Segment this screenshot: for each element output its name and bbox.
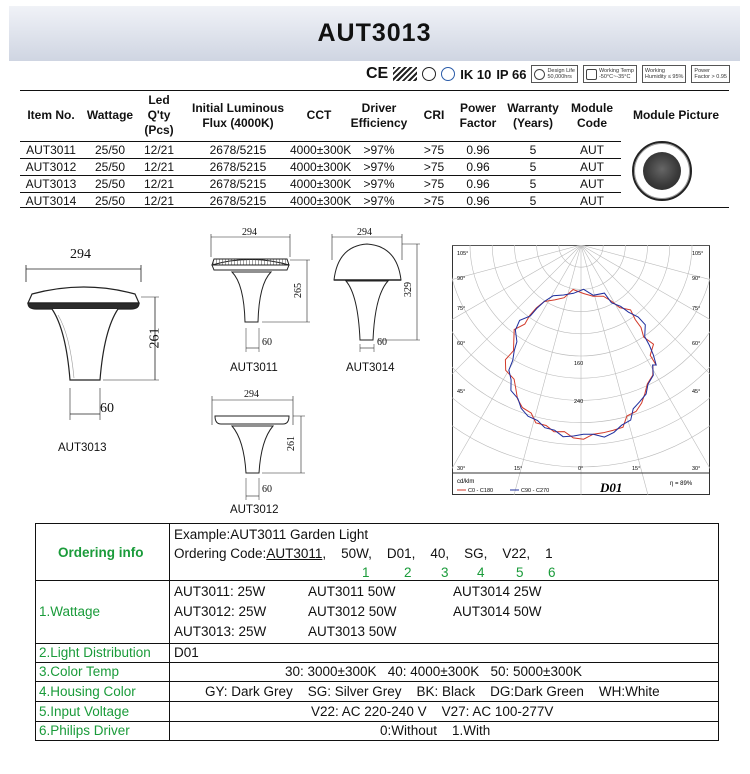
philips-driver-value: 0:Without 1.With (380, 723, 491, 738)
ce-mark: CE (366, 65, 389, 82)
header-warranty: Warranty (Years) (507, 100, 559, 130)
wattage-value: AUT3013 50W (308, 624, 397, 639)
polar-angle-label: 30° (692, 466, 701, 472)
aut3011-base-dim: 60 (262, 337, 272, 348)
spec-cell-driver-efficiency: >97% (363, 177, 395, 191)
section-input-voltage-label: 5.Input Voltage (39, 704, 130, 719)
polar-angle-label: 60° (692, 341, 701, 347)
ik-rating: IK 10 (460, 66, 492, 82)
code-index-2: 2 (404, 565, 412, 580)
clock-icon (534, 69, 545, 80)
legend-red-label: C0 - C180 (468, 488, 494, 494)
main-lamp-drawing (26, 265, 159, 420)
aut3014-width-dim: 294 (357, 227, 372, 238)
main-base-dim: 60 (100, 401, 114, 416)
thermometer-icon (586, 69, 597, 80)
page-title: AUT3013 (317, 19, 432, 47)
order-rule (35, 643, 719, 644)
order-rule (35, 580, 719, 581)
spec-cell-led-qty: 12/21 (143, 194, 175, 208)
code-index-4: 4 (477, 565, 485, 580)
title-bar (9, 6, 740, 61)
polar-angle-label: 60° (457, 341, 466, 347)
wattage-value: AUT3011: 25W (174, 584, 266, 599)
design-life-badge: Design Life 50,000hrs (531, 65, 578, 83)
spec-cell-wattage: 25/50 (94, 177, 126, 191)
tuv-icon (441, 67, 455, 81)
table-rule (20, 90, 729, 91)
certification-row (366, 64, 730, 84)
working-temp-badge: Working Temp -50°C~-35°C (583, 65, 637, 83)
main-height-dim: 261 (147, 327, 163, 349)
legend-blue-label: C90 - C270 (521, 488, 550, 494)
aut3012-label: AUT3012 (230, 504, 279, 516)
aut3011-height-dim: 265 (293, 283, 304, 298)
header-cct: CCT (306, 108, 332, 122)
header-cri: CRI (423, 108, 445, 122)
polar-angle-label: 45° (457, 389, 466, 395)
polar-angle-label: 90° (692, 276, 701, 282)
wattage-value: AUT3014 25W (453, 584, 542, 599)
order-rule (35, 701, 719, 702)
spec-cell-wattage: 25/50 (94, 143, 126, 157)
order-rule (35, 740, 719, 741)
spec-cell-cct: 4000±300K (290, 160, 352, 174)
spec-cell-luminous-flux: 2678/5215 (209, 143, 267, 157)
header-module-picture: Module Picture (632, 108, 719, 122)
spec-cell-module-code: AUT (580, 143, 604, 157)
ip-rating: IP 66 (496, 66, 527, 82)
aut3012-base-dim: 60 (262, 484, 272, 495)
spec-cell-driver-efficiency: >97% (363, 143, 395, 157)
spec-cell-cct: 4000±300K (290, 194, 352, 208)
polar-angle-label: 0° (578, 466, 584, 472)
polar-light-distribution-chart (452, 245, 710, 495)
spec-cell-cct: 4000±300K (290, 143, 352, 157)
wattage-value: AUT3013: 25W (174, 624, 267, 639)
wattage-value: AUT3011 50W (308, 584, 396, 599)
polar-angle-label: 105° (457, 251, 469, 257)
spec-cell-wattage: 25/50 (94, 160, 126, 174)
wattage-value: AUT3012: 25W (174, 604, 267, 619)
humidity-badge: Working Humidity ≤ 95% (642, 65, 686, 83)
led-module-image (643, 152, 681, 190)
polar-angle-label: 75° (457, 306, 466, 312)
polar-angle-label: 45° (692, 389, 701, 395)
spec-cell-driver-efficiency: >97% (363, 160, 395, 174)
spec-cell-power-factor: 0.96 (466, 194, 490, 208)
spec-cell-module-code: AUT (580, 177, 604, 191)
ordering-info-title: Ordering info (58, 545, 144, 560)
header-item-no: Item No. (27, 108, 75, 122)
spec-cell-warranty: 5 (529, 160, 537, 174)
section-wattage-label: 1.Wattage (39, 604, 101, 619)
spec-cell-item-no: AUT3012 (25, 160, 77, 174)
spec-cell-power-factor: 0.96 (466, 143, 490, 157)
order-rule (35, 523, 719, 524)
spec-cell-cri: >75 (423, 194, 445, 208)
header-driver-efficiency: Driver Efficiency (350, 100, 408, 130)
aut3014-base-dim: 60 (377, 337, 387, 348)
code-index-6: 6 (548, 565, 556, 580)
section-light-distribution-label: 2.Light Distribution (39, 645, 151, 660)
main-model-label: AUT3013 (58, 442, 107, 454)
spec-cell-item-no: AUT3014 (25, 194, 77, 208)
header-luminous-flux: Initial Luminous Flux (4000K) (192, 100, 284, 130)
ordering-code: Ordering Code:AUT3011, 50W, D01, 40, SG, V22, 1 (174, 546, 553, 561)
order-rule (35, 662, 719, 663)
ordering-table (35, 523, 719, 741)
spec-cell-led-qty: 12/21 (143, 160, 175, 174)
spec-cell-cri: >75 (423, 177, 445, 191)
polar-angle-label: 75° (692, 306, 701, 312)
spec-table (20, 90, 729, 208)
order-rule (35, 681, 719, 682)
aut3011-label: AUT3011 (230, 362, 278, 374)
spec-cell-wattage: 25/50 (94, 194, 126, 208)
spec-cell-cct: 4000±300K (290, 177, 352, 191)
spec-cell-luminous-flux: 2678/5215 (209, 194, 267, 208)
spec-cell-led-qty: 12/21 (143, 143, 175, 157)
spec-cell-power-factor: 0.96 (466, 177, 490, 191)
header-module-code: Module Code (571, 100, 613, 130)
spec-cell-warranty: 5 (529, 143, 537, 157)
spec-cell-luminous-flux: 2678/5215 (209, 160, 267, 174)
polar-angle-label: 105° (692, 251, 704, 257)
polar-angle-label: 30° (457, 466, 466, 472)
spec-cell-led-qty: 12/21 (143, 177, 175, 191)
spec-cell-item-no: AUT3011 (26, 143, 76, 157)
polar-unit: cd/klm (457, 479, 475, 485)
spec-cell-cri: >75 (423, 160, 445, 174)
polar-angle-label: 15° (514, 466, 523, 472)
light-distribution-value: D01 (174, 645, 199, 660)
distribution-code: D01 (600, 480, 623, 495)
spec-cell-item-no: AUT3013 (25, 177, 77, 191)
spec-cell-warranty: 5 (529, 177, 537, 191)
housing-color-value: GY: Dark Grey SG: Silver Grey BK: Black DG:Dark Green WH:White (205, 684, 660, 699)
wattage-value: AUT3014 50W (453, 604, 542, 619)
aut3014-height-dim: 329 (403, 282, 414, 297)
polar-radius-label: 160 (574, 361, 584, 367)
spec-cell-module-code: AUT (580, 160, 604, 174)
order-rule-v (35, 523, 36, 741)
spec-cell-power-factor: 0.96 (466, 160, 490, 174)
order-rule-v (718, 523, 719, 741)
polar-angle-label: 15° (632, 466, 641, 472)
header-wattage: Wattage (86, 108, 134, 122)
main-width-dim: 294 (70, 247, 91, 262)
spec-cell-luminous-flux: 2678/5215 (209, 177, 267, 191)
code-index-3: 3 (441, 565, 449, 580)
module-picture (632, 141, 692, 201)
aut3012-width-dim: 294 (244, 389, 259, 400)
order-rule-v (169, 523, 170, 741)
spec-cell-driver-efficiency: >97% (363, 194, 395, 208)
order-rule (35, 721, 719, 722)
input-voltage-value: V22: AC 220-240 V V27: AC 100-277V (311, 704, 554, 719)
section-color-temp-label: 3.Color Temp (39, 664, 120, 679)
spec-cell-module-code: AUT (580, 194, 604, 208)
code-index-1: 1 (362, 565, 370, 580)
code-index-5: 5 (516, 565, 524, 580)
spec-cell-warranty: 5 (529, 194, 537, 208)
header-power-factor: Power Factor (459, 100, 497, 130)
rohs-icon (422, 67, 436, 81)
aut3011-width-dim: 294 (242, 227, 257, 238)
power-factor-badge: Power Factor > 0.95 (691, 65, 730, 83)
wattage-value: AUT3012 50W (308, 604, 397, 619)
section-philips-driver-label: 6.Philips Driver (39, 723, 130, 738)
polar-angle-label: 90° (457, 276, 466, 282)
polar-radius-label: 240 (574, 399, 584, 405)
ordering-example: Example:AUT3011 Garden Light (174, 527, 369, 542)
aut3014-label: AUT3014 (346, 362, 395, 374)
aut3012-height-dim: 261 (286, 436, 297, 451)
section-housing-color-label: 4.Housing Color (39, 684, 136, 699)
emc-icon (393, 67, 417, 81)
efficiency-label: η = 89% (670, 481, 693, 487)
color-temp-value: 30: 3000±300K 40: 4000±300K 50: 5000±300K (285, 664, 582, 679)
header-led-qty: Led Q'ty (Pcs) (144, 93, 174, 137)
spec-cell-cri: >75 (423, 143, 445, 157)
